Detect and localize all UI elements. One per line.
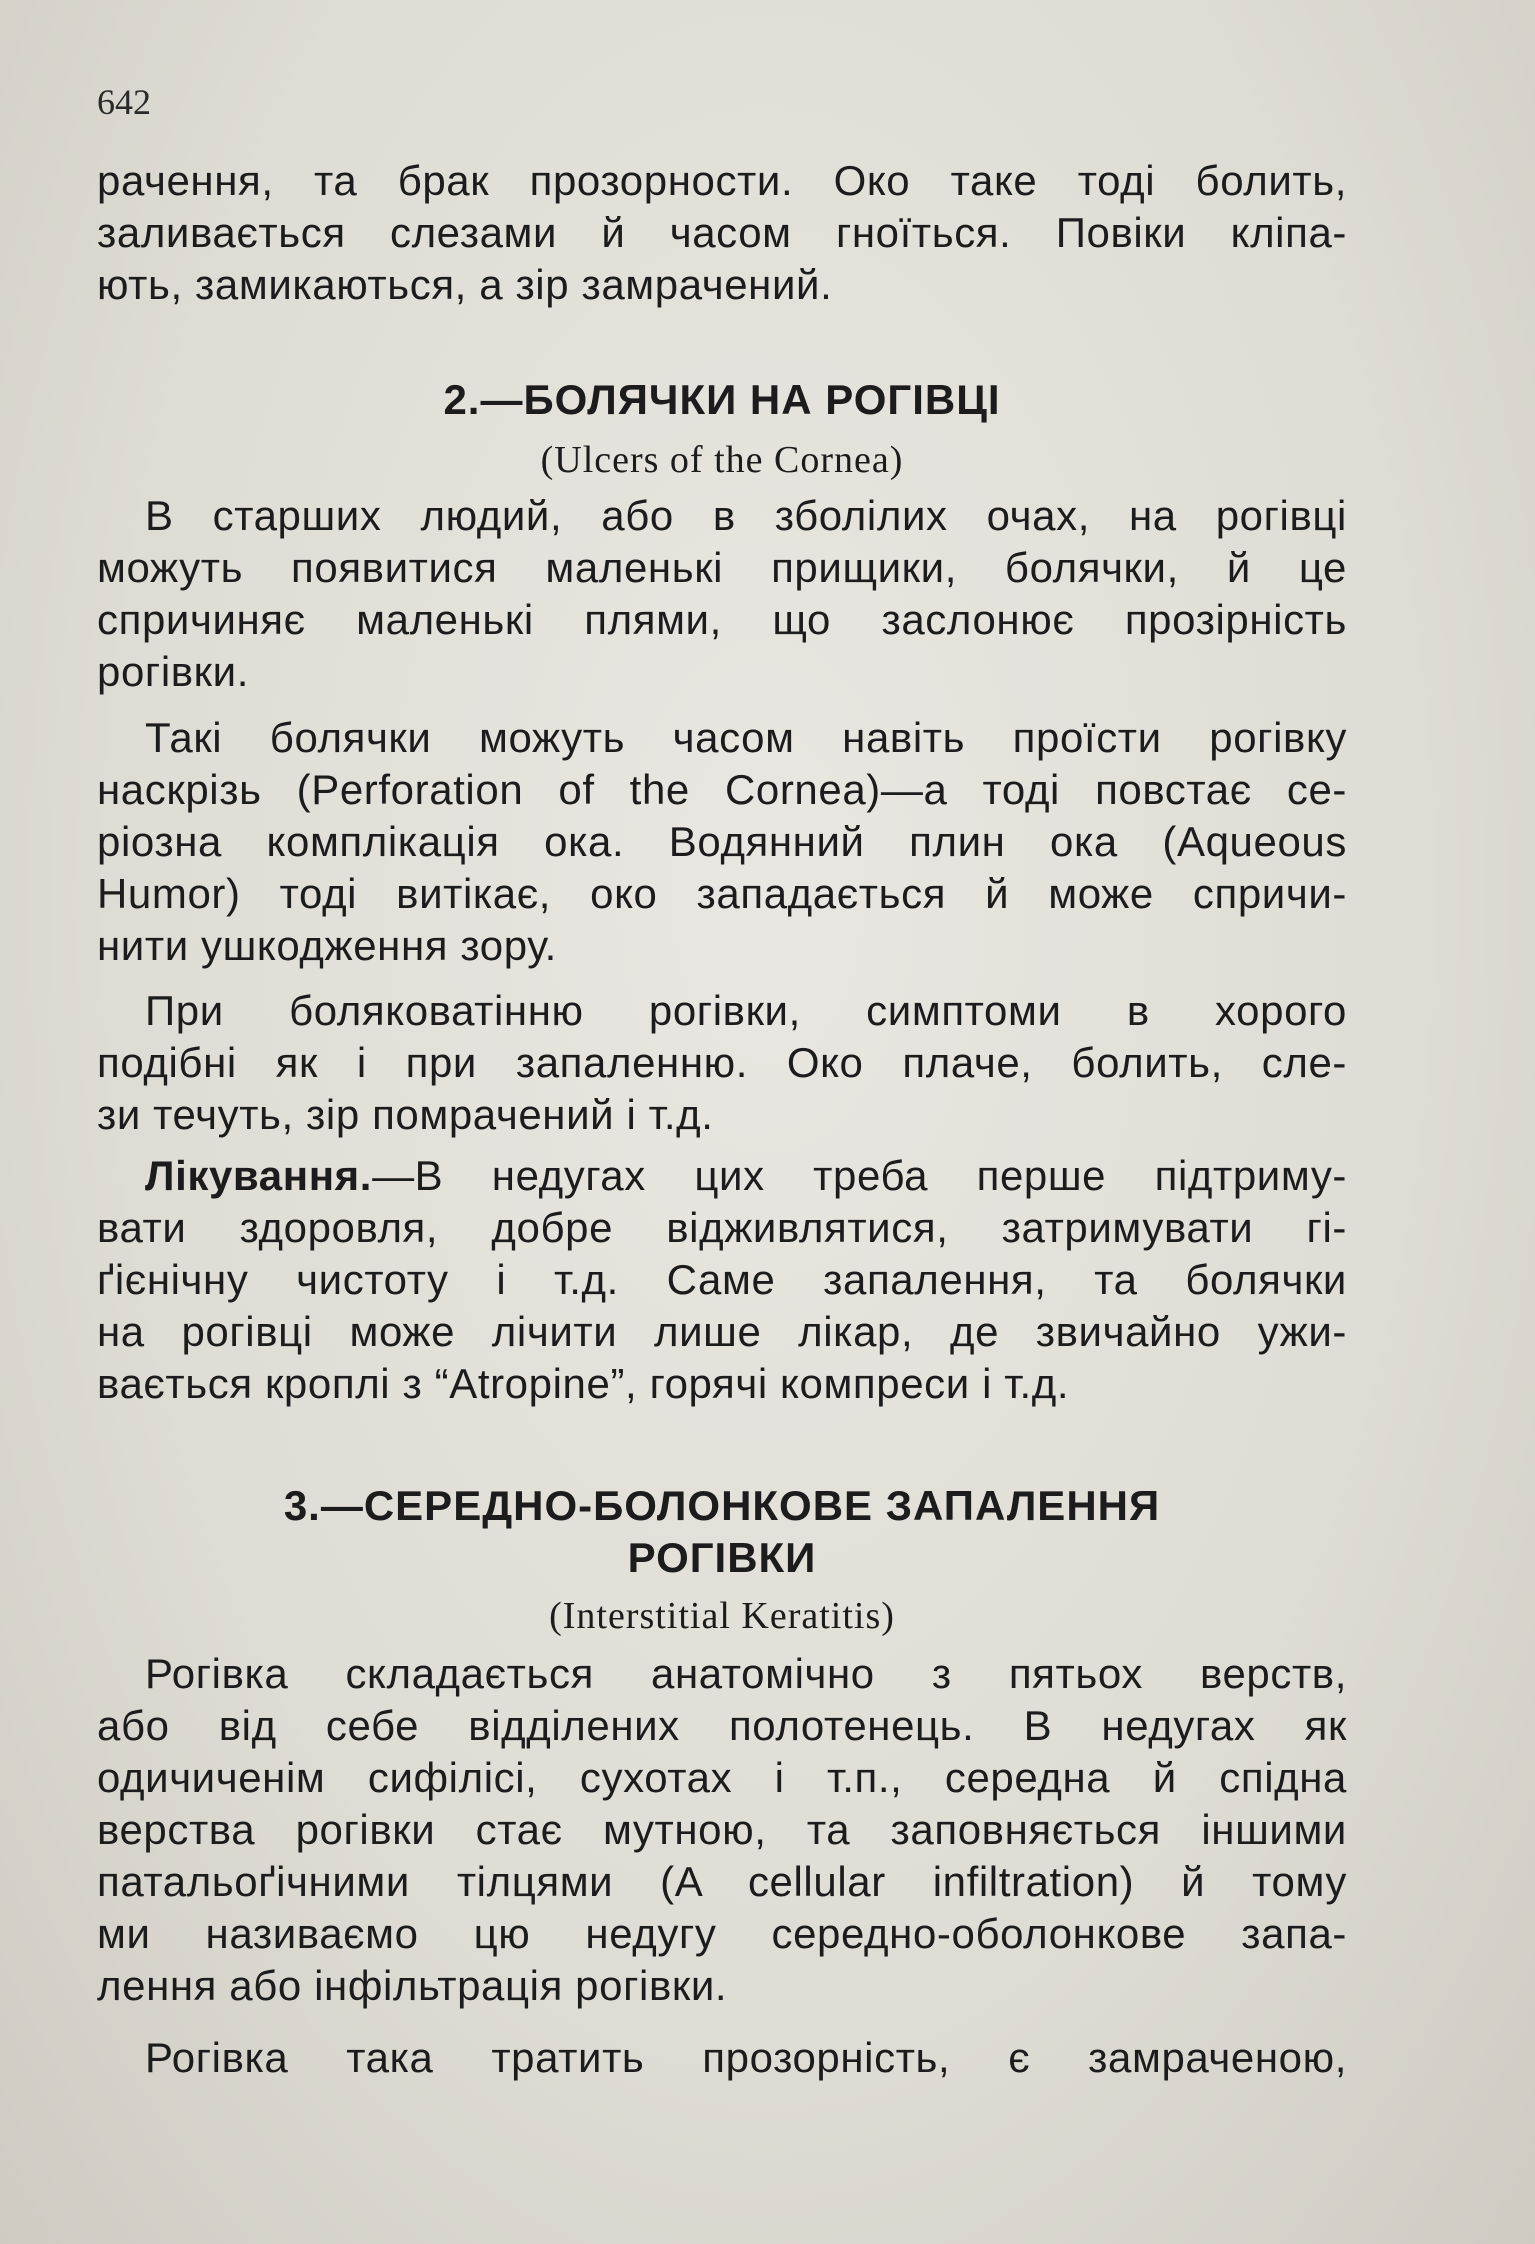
section2-paragraph-treatment (97, 1150, 1347, 1410)
text-line: подібні як і при запаленню. Око плаче, болить, сле- (97, 1039, 1347, 1086)
section2-paragraph-1 (97, 490, 1347, 698)
text-line: Такі болячки можуть часом навіть проїсти рогівку (145, 714, 1347, 761)
text-line: Рогівка така тратить прозорність, є замраченою, (145, 2034, 1347, 2081)
text-line (97, 1150, 1347, 1202)
text-line: Рогівка складається анатомічно з пятьох верств, (145, 1650, 1347, 1697)
text-line: Humor) тоді витікає, око западається й може спричи- (97, 870, 1347, 917)
text-line: нити ушкодження зору. (97, 922, 557, 969)
text-line: або від себе відділених полотенець. В недугах як (97, 1702, 1347, 1749)
text-line: ють, замикаються, а зір замрачений. (97, 261, 833, 308)
section2-paragraph-3 (97, 985, 1347, 1141)
text-line: зи течуть, зір помрачений і т.д. (97, 1091, 714, 1138)
section3-title-line1: 3.—СЕРЕДНО-БОЛОНКОВЕ ЗАПАЛЕННЯ (283, 1482, 1161, 1529)
text-line-rest: —В недугах цих треба перше підтриму- (372, 1152, 1347, 1199)
text-line: лення або інфільтрація рогівки. (97, 1962, 728, 2009)
text-line: патальоґічними тілцями (A cellular infiltration) й тому (97, 1858, 1347, 1905)
section2-subtitle: (Ulcers of the Cornea) (540, 439, 904, 481)
text-line: ми називаємо цю недугу середно-оболонкове запа- (97, 1910, 1347, 1957)
text-line: ґієнічну чистоту і т.д. Саме запалення, та болячки (97, 1256, 1347, 1303)
text-line: спричиняє маленькі плями, що заслонює прозірність (97, 596, 1347, 643)
section2-title: 2.—БОЛЯЧКИ НА РОГІВЦІ (443, 376, 1001, 423)
text-line: можуть появитися маленькі прищики, болячки, й це (97, 544, 1347, 591)
text-line: верства рогівки стає мутною, та заповняється іншими (97, 1806, 1347, 1853)
section3-paragraph-1 (97, 1648, 1347, 2012)
text-line: наскрізь (Perforation of the Cornea)—а тоді повстає се- (97, 766, 1347, 813)
page-number: 642 (97, 82, 151, 122)
text-line: рачення, та брак прозорности. Око таке тоді болить, (97, 157, 1347, 204)
section3-subtitle: (Interstitial Keratitis) (549, 1595, 895, 1637)
section2-paragraph-2 (97, 712, 1347, 972)
treatment-lead: Лікування. (145, 1152, 373, 1199)
intro-paragraph (97, 155, 1347, 311)
text-line: на рогівці може лічити лише лікар, де звичайно ужи- (97, 1308, 1347, 1355)
text-line: вається кроплі з “Atropine”, горячі компреси і т.д. (97, 1360, 1070, 1407)
text-line: вати здоровля, добре відживлятися, затримувати гі- (97, 1204, 1347, 1251)
text-line: заливається слезами й часом гноїться. Повіки кліпа- (97, 209, 1347, 256)
section3-paragraph-2 (97, 2032, 1347, 2084)
section3-title-line2: РОГІВКИ (627, 1534, 817, 1581)
text-line: рогівки. (97, 648, 249, 695)
text-line: При боляковатінню рогівки, симптоми в хорого (145, 987, 1347, 1034)
text-line: В старших людий, або в зболілих очах, на рогівці (145, 492, 1347, 539)
text-line: одичиченім сифілісі, сухотах і т.п., середна й спідна (97, 1754, 1347, 1801)
text-line: ріозна комплікація ока. Водянний плин ока (Aqueous (97, 818, 1347, 865)
